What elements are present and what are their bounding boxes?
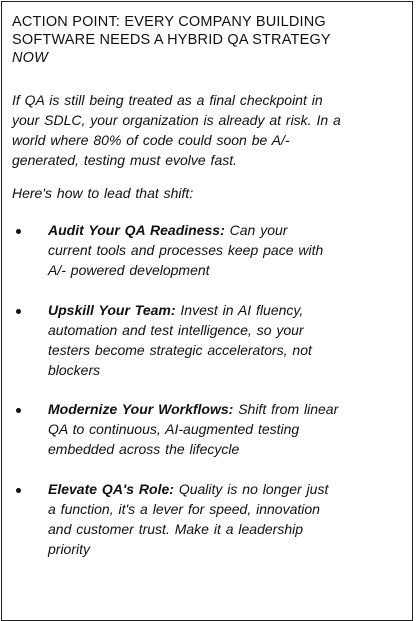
title-line-1: ACTION POINT: EVERY COMPANY BUILDING [12, 14, 326, 30]
bullet-text: embedded across the lifecycle [48, 441, 240, 457]
bullet-text: a function, it's a lever for speed, innovation [48, 501, 320, 517]
intro-line-1: If QA is still being treated as a final checkpoint in [12, 92, 323, 108]
page-title [12, 13, 402, 67]
bullet-heading: Elevate QA's Role: [48, 481, 174, 497]
lead-text: Here's how to lead that shift: [12, 185, 194, 201]
list-item [12, 300, 402, 380]
bullet-heading: Modernize Your Workflows: [48, 401, 234, 417]
bullet-dot-icon [16, 408, 21, 413]
bullet-dot-icon [16, 488, 21, 493]
bullet-dot-icon [16, 229, 21, 234]
intro-paragraph [12, 90, 412, 170]
bullet-heading: Upskill Your Team: [48, 302, 176, 318]
bullet-text: Quality is no longer just [173, 481, 329, 497]
bullet-list [12, 220, 402, 559]
bullet-text: Shift from linear [233, 401, 339, 417]
list-item [12, 220, 402, 280]
list-item [12, 479, 402, 559]
bullet-text: Can your [224, 222, 288, 238]
list-item [12, 399, 402, 459]
bullet-text: A/- powered development [48, 262, 210, 278]
bullet-text: automation and test intelligence, so your [48, 322, 304, 338]
intro-line-4: generated, testing must evolve fast. [12, 152, 238, 168]
intro-line-2: your SDLC, your organization is already at risk. In a [12, 112, 341, 128]
bullet-text: QA to continuous, AI-augmented testing [48, 421, 300, 437]
intro-line-3: world where 80% of code could soon be A/- [12, 132, 290, 148]
title-line-2: SOFTWARE NEEDS A HYBRID QA STRATEGY [12, 32, 331, 48]
bullet-text: and customer trust. Make it a leadership [48, 521, 304, 537]
bullet-text: current tools and processes keep pace with [48, 242, 324, 258]
bullet-text: testers become strategic accelerators, not [48, 342, 312, 358]
bullet-text: priority [48, 541, 91, 557]
bullet-heading: Audit Your QA Readiness: [48, 222, 225, 238]
bullet-dot-icon [16, 309, 21, 314]
content-card [1, 1, 413, 621]
title-line-3: NOW [12, 50, 49, 66]
bullet-text: Invest in AI fluency, [175, 302, 304, 318]
bullet-text: blockers [48, 362, 101, 378]
